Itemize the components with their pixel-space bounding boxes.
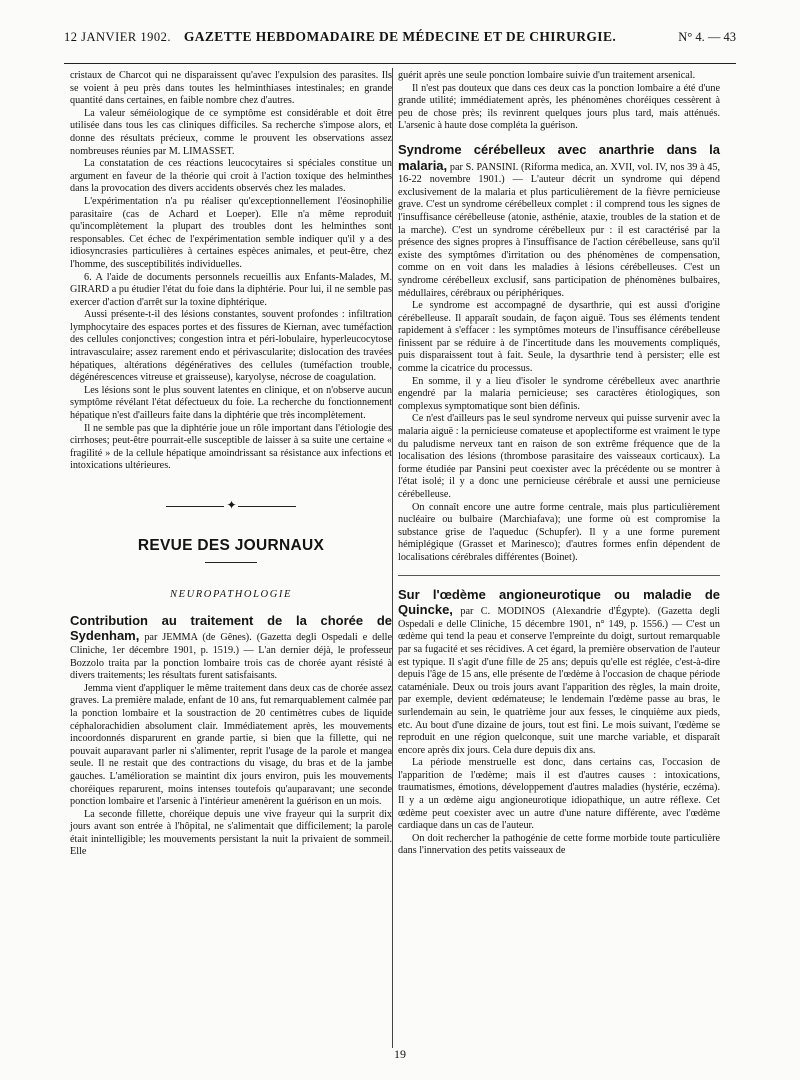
- paragraph: cristaux de Charcot qui ne disparaissent qu'avec l'expulsion des parasites. Ils se voient à peu près dans toutes les helminthiases intestinales; en grande quantité dans certaines, en faible nombre chez d'autres.: [70, 70, 392, 107]
- paragraph: L'expérimentation n'a pu réaliser qu'exceptionnellement l'éosinophilie parasitaire (cas de Achard et Loeper). Elle n'a même reproduit qu'incomplètement la plupart des troubles dont les helminthes sont responsables. Cet échec de l'expérimentation semble indiquer qu'il y a des idiosyncrasies particulières à certaines espèces animales, et peut-être, chez l'homme, des susceptibilités individuelles.: [70, 195, 392, 270]
- article-citation: par S. PANSINI. (Riforma medica, an. XVII, vol. IV, nos 39 à 45, 16-22 novembre 1901.) — L'auteur décrit un syndrome qui dépend exclusivement de la malaria et plus particulièrement de la fièvre pernicieuse grave. C'est un syndrome cérébelleux complet : il comprend tous les signes de l'insuffisance cérébelleuse (atonie, asthénie, ataxie, troubles de la station et de la marche). C'est un syndrome cérébelleux pur : il est caractérisé par la présence des signes propres à l'insuffisance de l'action cérébelleuse, sans qu'il existe des symptômes d'irritation ou des phénomènes de compensation, comme on en voit dans les maladies à lésions cérébelleuses. C'est un syndrome cérébelleux exclusif, sans participation de phénomènes bulbaires, médullaires, cérébraux ou périphériques.: [398, 161, 720, 299]
- paragraph: Il n'est pas douteux que dans ces deux cas la ponction lombaire a été d'une grande utilité; immédiatement après, les phénomènes choréiques cessèrent à peu de chose près; ils revinrent quelques jours plus tard, mais atténués. L'arsenic à haute dose compléta la guérison.: [398, 82, 720, 132]
- paragraph: On connaît encore une autre forme centrale, mais plus particulièrement nucléaire ou bulbaire (Marchiafava); une forme où est compromise la substance grise de l'aqueduc (Schupfer). Il y a une forme purement hémiplégique (Grasset et Marinesco); d'autres formes enfin dépendent de localisations cérébrales différentes (Boinet).: [398, 501, 720, 563]
- issue-date: 12 JANVIER 1902.: [64, 30, 171, 44]
- article-title: Syndrome cérébelleux avec anarthrie dans la malaria,: [398, 141, 720, 173]
- paragraph: La constatation de ces réactions leucocytaires si spéciales constitue un argument en faveur de la théorie qui croit à l'action toxique des helminthes dans la provocation des divers accidents observés chez les malades.: [70, 158, 392, 195]
- paragraph: Le syndrome est accompagné de dysarthrie, qui est aussi d'origine cérébelleuse. Il apparaît soudain, de façon aiguë. Tous ses éléments tendent rapidement à s'effacer : les symptômes moteurs de l'insuffisance cérébelleuse finissent par se réduire à de l'incertitude dans les mouvements compliqués, puis disparaissent tout à fait. Seule, la dysarthrie tend à persister; elle est comme la cicatrice du processus.: [398, 300, 720, 375]
- running-header: [64, 30, 736, 54]
- paragraph: La période menstruelle est donc, dans certains cas, l'occasion de l'apparition de l'œdème; mais il est d'autres causes : intoxications, traumatismes, émotions, développement d'autres maladies (hystérie, eczéma). Il y a un œdème aigu angioneurotique idiopathique, un autre réflexe. Cet œdème peut coexister avec un autre d'une nature différente, avec l'œdème cardiaque dans un cas de l'auteur.: [398, 757, 720, 832]
- article-title: Contribution au traitement de la chorée de Sydenham,: [70, 612, 392, 644]
- paragraph: Il ne semble pas que la diphtérie joue un rôle important dans l'étiologie des cirrhoses; peut-être pourrait-elle susceptible de laisser à sa suite une certaine « fragilité » de la cellule hépatique amoindrissant sa résistance aux infections et intoxications ultérieures.: [70, 422, 392, 472]
- article-separator: [398, 575, 720, 576]
- paragraph: Aussi présente-t-il des lésions constantes, souvent profondes : infiltration lymphocytaire des espaces portes et des fissures de Kiernan, avec tuméfaction des cellules conjonctives; congestion intra et péri-lobulaire, hyperleucocytose intravasculaire; assez rarement endo et périvascularite; dislocation des travées hépatiques, altérations dégénératives des cellules (tuméfaction trouble, dégénérescences vitreuse et graisseuse), karyolyse, nécrose de coagulation.: [70, 309, 392, 384]
- article-citation: par JEMMA (de Gênes). (Gazetta degli Ospedali e delle Cliniche, 1er décembre 1901, p. 1519.) — L'an dernier déjà, le professeur Bozzolo traita par la ponction lombaire trois cas de chorée ayant résisté à divers traitements; les résultats furent satisfaisants.: [70, 632, 392, 682]
- paragraph: Ce n'est d'ailleurs pas le seul syndrome nerveux qui puisse survenir avec la malaria aiguë : la pernicieuse comateuse et apoplectiforme est vraiment le type du paludisme nerveux tant en raison de son extrême fréquence que de la localisation des lésions (thrombose parasitaire des vaisseaux corticaux). La forme étudiée par Pansini peut coexister avec la précédente ou se montrer à l'état isolé; il y a donc une pernicieuse cérébrale et aussi une pernicieuse cérébelleuse.: [398, 413, 720, 500]
- heading-rule: [205, 562, 257, 563]
- paragraph: On doit rechercher la pathogénie de cette forme morbide toute particulière dans l'innervation des petits vaisseaux de: [398, 832, 720, 857]
- section-heading: NEUROPATHOLOGIE: [169, 589, 292, 601]
- article-entry: [70, 614, 392, 683]
- page-number: 19: [394, 1047, 406, 1061]
- issue-number: N° 4. — 43: [678, 30, 736, 44]
- article-entry: [398, 588, 720, 758]
- review-heading: REVUE DES JOURNAUX: [137, 536, 325, 554]
- ornament-divider: ✦: [70, 499, 392, 512]
- journal-title: GAZETTE HEBDOMADAIRE DE MÉDECINE ET DE CHIRURGIE.: [183, 29, 617, 44]
- paragraph: La seconde fillette, choréique depuis une vive frayeur qui la surprit dix jours avant son entrée à l'hôpital, ne s'alimentait que difficilement; la parole était inintelligible; les mouvements persistant la nuit la privaient de sommeil. Elle: [70, 808, 392, 858]
- article-title: Sur l'œdème angioneurotique ou maladie de Quincke,: [398, 586, 720, 618]
- paragraph: Les lésions sont le plus souvent latentes en clinique, et on n'observe aucun symptôme révélant l'état défectueux du foie. La recherche du fonctionnement hépatique n'est d'ailleurs faite dans la diphtérie que très incomplètement.: [70, 384, 392, 422]
- header-rule: [64, 63, 736, 64]
- paragraph: La valeur séméiologique de ce symptôme est considérable et doit être utilisée dans tous les cas cliniques difficiles. Sa recherche s'impose alors, et donne des résultats précieux, comme le prouvent les observations assez nombreuses réunies par M. LIMASSET.: [70, 107, 392, 157]
- paragraph: guérit après une seule ponction lombaire suivie d'un traitement arsenical.: [398, 70, 696, 81]
- paragraph: En somme, il y a lieu d'isoler le syndrome cérébelleux avec anarthrie engendré par la malaria pernicieuse; ses caractères étiologiques, son complexus symptomatique sont bien définis.: [398, 375, 720, 412]
- paragraph: 6. A l'aide de documents personnels recueillis aux Enfants-Malades, M. GIRARD a pu étudier l'état du foie dans la diphtérie. Pour lui, il ne semble pas exercer d'action d'arrêt sur la toxine diphtérique.: [70, 271, 392, 308]
- article-entry: [398, 143, 720, 300]
- column-divider: [392, 68, 393, 1048]
- right-column: [398, 70, 720, 858]
- paragraph: Jemma vient d'appliquer le même traitement dans deux cas de chorée assez graves. La première malade, enfant de 10 ans, fut remarquablement calmée par la ponction lombaire et la soustraction de 20 centimètres cubes de liquide céphalorachidien absolument clair. Immédiatement après, les mouvements incoordonnés disparurent en grande partie, si bien que la fillette, qui ne pouvait auparavant parler ni s'alimenter, reprit l'usage de la parole et mangea seule. Il ne restait que des contractions du visage, du bras et de la jambe gauches. L'amélioration se maintint dix jours environ, puis les mouvements choréiques reparurent, moins intenses toutefois qu'auparavant; une seconde ponction lombaire et l'arsenic à l'intérieur amenèrent la guérison en un mois.: [70, 682, 392, 808]
- article-citation: par C. MODINOS (Alexandrie d'Égypte). (Gazetta degli Ospedali e delle Cliniche, 15 décembre 1901, n° 149, p. 1556.) — C'est un œdème qui tend la peau et conserve l'empreinte du doigt, surtout remarquable par sa fugacité et ses récidives. A cet égard, la première observation de l'auteur est typique. Il s'agit d'une fille de 25 ans; depuis qu'elle est réglée, c'est-à-dire depuis l'âge de 15 ans, elle présente de l'œdème à l'occasion de chaque période cataméniale. Deux ou trois jours avant l'apparition des règles, la main droite, par exemple, devient œdémateuse; le lendemain l'œdème passe au bras, le surlendemain au sein, le quatrième jour aux fesses, le cinquième aux pieds, etc. Au bout d'une dizaine de jours, tout est fini. Le mois suivant, l'œdème se reproduit en une région quelconque, suit une marche variable, et disparaît encore après dix jours. Cela dure depuis dix ans.: [398, 606, 720, 756]
- left-column: [70, 70, 392, 859]
